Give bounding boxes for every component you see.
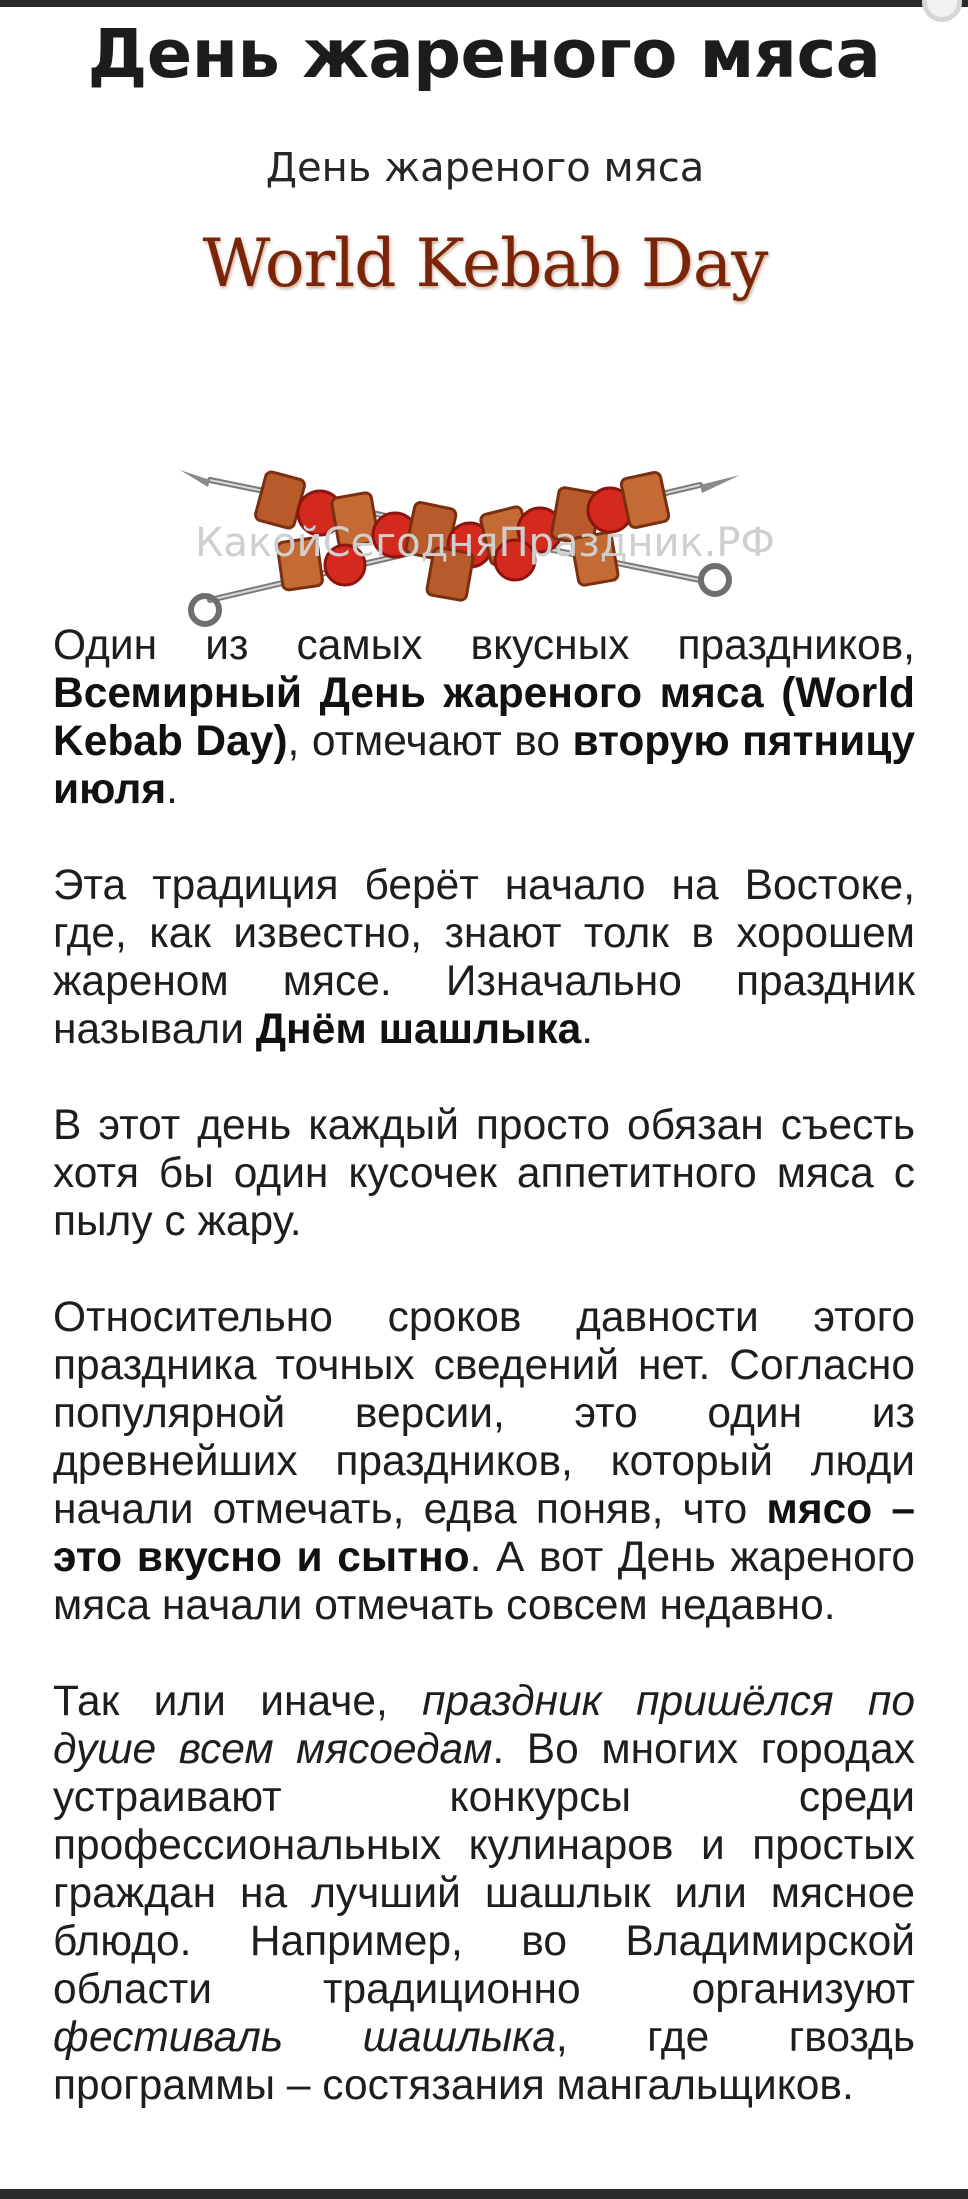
text-run: . Во многих городах устраивают конкурсы среди профессиональных кулинаров и простых граждан на лучший шашлык или мясное блюдо. Например, во Владимирской области традиционно организуют — [53, 1726, 915, 2013]
banner-title: World Kebab Day — [202, 225, 768, 302]
text-run: , где гвоздь программы – состязания мангальщиков. — [53, 2014, 915, 2109]
kebab-skewers-illustration — [180, 335, 780, 635]
article-paragraph-2 — [53, 862, 915, 1054]
bold-text: мясо – это вкусно и сытно — [53, 1486, 915, 1581]
text-run: . — [166, 766, 178, 813]
article-paragraph-1 — [53, 622, 915, 814]
text-run: Так или иначе, — [53, 1678, 423, 1725]
article-paragraph-5 — [53, 1678, 915, 2110]
text-run: . А вот День жареного мяса начали отмечать совсем недавно. — [53, 1534, 915, 1629]
article-body — [53, 622, 915, 2158]
text-run: . — [581, 1006, 594, 1053]
bold-text: Днём шашлыка — [255, 1006, 582, 1053]
text-run: В этот день каждый просто обязан съесть хотя бы один кусочек аппетитного мяса с пылу с жару. — [53, 1102, 915, 1245]
text-run: Эта традиция берёт начало на Востоке, где, как известно, знают толк в хорошем жареном мясе. Изначально праздник называли — [53, 862, 915, 1053]
page-title: День жареного мяса — [87, 15, 881, 93]
article-paragraph-3 — [53, 1102, 915, 1246]
top-status-strip — [0, 0, 968, 7]
site-watermark: КакойСегодняПраздник.РФ — [195, 520, 775, 566]
article-paragraph-4 — [53, 1294, 915, 1630]
italic-text: праздник пришёлся по душе всем мясоедам — [53, 1678, 915, 1773]
text-run: Один из самых вкусных праздников, — [53, 622, 915, 669]
bold-text: вторую пятницу июля — [53, 718, 915, 813]
bottom-edge-strip — [0, 2189, 968, 2199]
bold-text: Всемирный День жареного мяса (World Kebab Day) — [53, 670, 915, 765]
banner-caption: День жареного мяса — [265, 145, 705, 191]
text-run: Относительно сроков давности этого праздника точных сведений нет. Согласно популярной версии, это один из древнейших праздников, который люди начали отмечать, едва поняв, что — [53, 1294, 915, 1533]
text-run: , отмечают во — [287, 718, 573, 765]
italic-text: фестиваль шашлыка — [53, 2014, 556, 2061]
holiday-banner-image — [150, 135, 820, 575]
